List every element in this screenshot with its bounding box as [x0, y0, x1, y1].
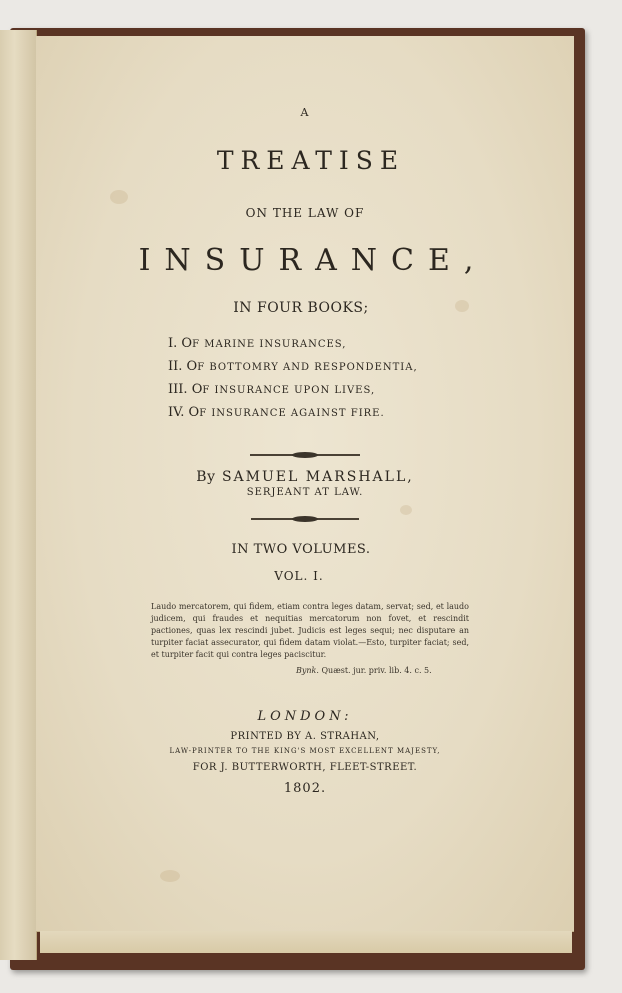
- ornamental-rule: [250, 454, 360, 456]
- title-subject: INSURANCE,: [138, 243, 488, 278]
- ornamental-rule: [251, 518, 359, 520]
- volumes-note: IN TWO VOLUMES.: [231, 542, 371, 557]
- book-entry: II. OF BOTTOMRY AND RESPONDENTIA,: [168, 359, 418, 374]
- imprint-place: LONDON:: [257, 709, 353, 724]
- book-entry: III. OF INSURANCE UPON LIVES,: [168, 382, 376, 397]
- latin-epigraph: Laudo mercatorem, qui fidem, etiam contra leges datam, servat; sed, et laudo judicem, qui fraudes et nequitias mercatorum non fovet, et rescindit pactiones, quas lex rescindi jubet. Judicis est leges sequi; nec disputare an turpiter faciat assecurator, qui fidem datam violat.—Esto, turpiter faciat; sed, et turpiter facit qui contra leges paciscitur.: [151, 602, 469, 659]
- book-spine: [0, 30, 37, 960]
- imprint-printer: PRINTED BY A. STRAHAN,: [230, 731, 380, 742]
- imprint-printer-role: LAW-PRINTER TO THE KING'S MOST EXCELLENT MAJESTY,: [169, 747, 441, 755]
- books-intro: IN FOUR BOOKS;: [233, 300, 369, 316]
- foxing-spot: [160, 870, 180, 882]
- book-entry: IV. OF INSURANCE AGAINST FIRE.: [168, 405, 385, 420]
- author-line: By SAMUEL MARSHALL,: [196, 469, 414, 485]
- imprint-publisher: FOR J. BUTTERWORTH, FLEET-STREET.: [192, 762, 418, 773]
- title-main: TREATISE: [216, 146, 406, 175]
- book-entry: I. OF MARINE INSURANCES,: [168, 336, 347, 351]
- author-title: SERJEANT AT LAW.: [246, 487, 364, 498]
- volume-number: VOL. I.: [274, 569, 324, 583]
- foxing-spot: [400, 505, 412, 515]
- title-article: A: [300, 106, 310, 119]
- page-edge: [40, 931, 572, 953]
- books-list: [168, 333, 418, 425]
- epigraph-citation: Bynk. Quæst. jur. priv. lib. 4. c. 5.: [296, 666, 432, 675]
- title-subline: ON THE LAW OF: [245, 206, 365, 220]
- imprint-year: 1802.: [283, 781, 327, 796]
- foxing-spot: [110, 190, 128, 204]
